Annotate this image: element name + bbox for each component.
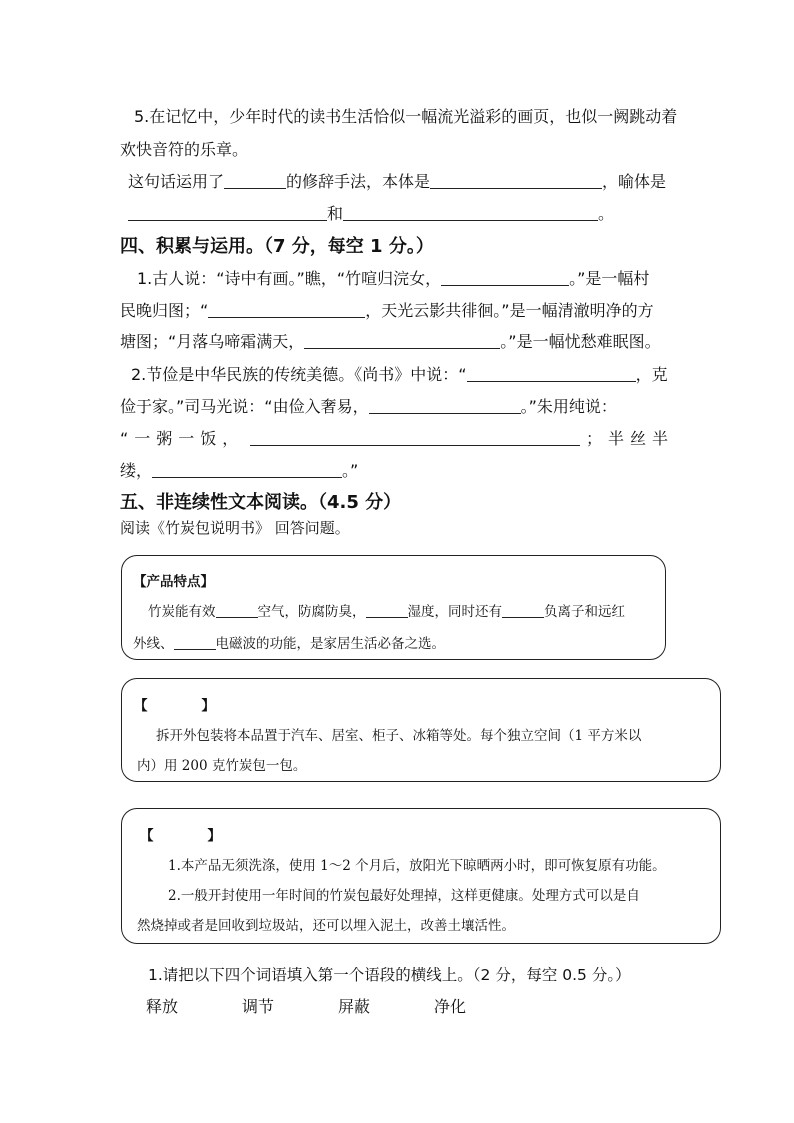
- box-text: 空气，防腐防臭，: [257, 604, 366, 620]
- q5-line-3: [128, 172, 666, 192]
- answer-blank[interactable]: [208, 301, 365, 318]
- s4-text: ；半丝半: [585, 429, 674, 448]
- box3-line-2: 2.一般开封使用一年时间的竹炭包最好处理掉，这样更健康。处理方式可以是自: [168, 888, 640, 904]
- s4-text: ，克: [635, 365, 668, 384]
- q5-line-1: 5.在记忆中，少年时代的读书生活恰似一幅流光溢彩的画页，也似一阙跳动着: [134, 107, 678, 126]
- s4-text: 缕，: [120, 461, 153, 480]
- s4-q1-line-2: [120, 301, 654, 321]
- answer-blank[interactable]: [441, 269, 569, 286]
- box3-line-1: 1.本产品无须洗涤，使用 1～2 个月后，放阳光下晾晒两小时，即可恢复原有功能。: [168, 858, 666, 874]
- s4-text: 。”朱用纯说：: [520, 397, 617, 416]
- box-text: 电磁波的功能，是家居生活必备之选。: [215, 636, 445, 652]
- s4-text: ，天光云影共徘徊。”是一幅清澈明净的方: [365, 301, 654, 320]
- word-item: 调节: [242, 997, 275, 1016]
- answer-blank[interactable]: [467, 365, 636, 382]
- s4-text: 塘图；“月落乌啼霜满天，: [120, 332, 305, 351]
- box-title: 【 】: [140, 828, 221, 844]
- q5-text: 这句话运用了: [128, 172, 225, 191]
- s4-q2-line-2: [120, 397, 617, 417]
- box2-line-1: 拆开外包装将本品置于汽车、居室、柜子、冰箱等处。每个独立空间（1 平方米以: [156, 728, 642, 744]
- q5-line-4: [128, 204, 614, 224]
- s4-q1-line-1: [137, 269, 649, 289]
- s4-q2-line-4: [120, 461, 358, 481]
- word-item: 净化: [434, 997, 467, 1016]
- s4-q2-line-3: [120, 429, 674, 449]
- box1-line-2: [133, 632, 445, 652]
- box3-line-3: 然烧掉或者是回收到垃圾站，还可以埋入泥土，改善土壤活性。: [137, 918, 515, 934]
- q5-line-2: 欢快音符的乐章。: [120, 140, 249, 159]
- s4-text: 。”是一幅忧愁难眠图。: [500, 332, 661, 351]
- word-item: 释放: [146, 997, 179, 1016]
- answer-blank[interactable]: [152, 461, 342, 478]
- answer-blank[interactable]: [343, 204, 598, 221]
- box-text: 竹炭能有效: [148, 604, 216, 620]
- s4-q1-line-3: [120, 332, 661, 352]
- box1-line-1: [148, 600, 625, 620]
- box-text: 外线、: [133, 636, 174, 652]
- box-text: 湿度，同时还有: [407, 604, 502, 620]
- word-item: 屏蔽: [338, 997, 371, 1016]
- section-5-heading: 五、非连续性文本阅读。（4.5 分）: [120, 492, 402, 513]
- answer-blank[interactable]: [304, 332, 500, 349]
- section-5-intro: 阅读《竹炭包说明书》 回答问题。: [120, 519, 350, 537]
- s4-text: 俭于家。”司马光说：“由俭入奢易，: [120, 397, 369, 416]
- q5-text: 和: [327, 204, 344, 223]
- box2-line-2: 内）用 200 克竹炭包一包。: [137, 758, 307, 774]
- answer-blank[interactable]: [174, 636, 216, 650]
- answer-blank[interactable]: [369, 397, 521, 414]
- answer-blank[interactable]: [216, 604, 258, 618]
- s4-q2-line-1: [131, 365, 668, 385]
- q5-text: 。: [598, 204, 615, 223]
- s4-text: 。”是一幅村: [569, 269, 650, 288]
- answer-blank[interactable]: [430, 172, 602, 189]
- answer-blank[interactable]: [366, 604, 408, 618]
- s4-text: 。”: [342, 461, 359, 480]
- answer-blank[interactable]: [224, 172, 286, 189]
- answer-blank[interactable]: [128, 204, 327, 221]
- s5-question-1: 1.请把以下四个词语填入第一个语段的横线上。（2 分，每空 0.5 分。）: [148, 966, 631, 984]
- box-text: 负离子和远红: [544, 604, 625, 620]
- answer-blank[interactable]: [502, 604, 544, 618]
- s4-text: “一粥一饭，: [120, 429, 245, 448]
- box-title: 【 】: [134, 698, 215, 714]
- box-title: 【产品特点】: [133, 574, 214, 590]
- s4-text: 2.节俭是中华民族的传统美德。《尚书》中说：“: [131, 365, 467, 384]
- s4-text: 1.古人说：“诗中有画。”瞧，“竹喧归浣女，: [137, 269, 442, 288]
- section-4-heading: 四、积累与运用。（7 分，每空 1 分。）: [120, 236, 434, 257]
- answer-blank[interactable]: [250, 429, 580, 446]
- q5-text: ，喻体是: [602, 172, 667, 191]
- s4-text: 民晚归图；“: [120, 301, 209, 320]
- q5-text: 的修辞手法，本体是: [286, 172, 431, 191]
